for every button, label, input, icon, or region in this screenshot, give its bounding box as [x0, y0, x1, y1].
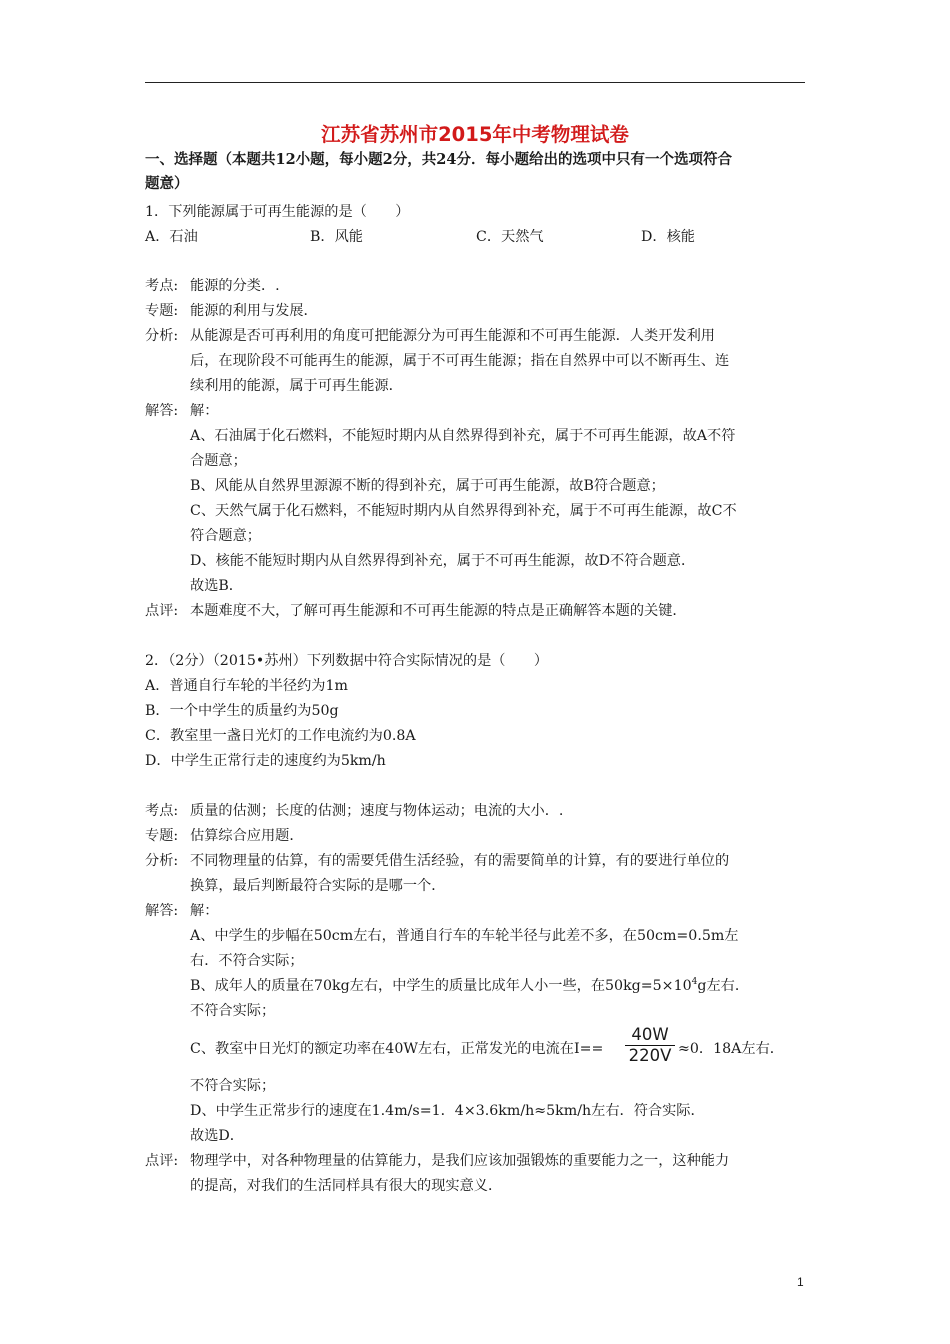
section-heading-line2: 题意）: [145, 175, 189, 192]
q1-jieda-line: B、风能从自然界里源源不断的得到补充，属于可再生能源，故B符合题意；: [190, 478, 665, 494]
q1-option-d: D．核能: [641, 229, 695, 245]
q2-option-d: D．中学生正常行走的速度约为5km/h: [145, 753, 386, 769]
q2-b-line1: [190, 976, 749, 996]
q1-answer: 故选B．: [190, 578, 243, 594]
q2-jieda-head: 解：: [190, 903, 219, 919]
q2-dianping-line: 的提高，对我们的生活同样具有很大的现实意义．: [190, 1178, 503, 1194]
page-title: 江苏省苏州市2015年中考物理试卷: [321, 123, 629, 146]
q2-c-fraction: [625, 1026, 675, 1065]
q2-dianping-line: 物理学中，对各种物理量的估算能力，是我们应该加强锻炼的重要能力之一，这种能力: [190, 1153, 730, 1169]
q2-stem: 2．（2分）（2015•苏州）下列数据中符合实际情况的是（ ）: [145, 653, 549, 669]
q1-zhuanti-label: 专题:: [145, 303, 179, 319]
q2-c-post: ≈0．18A左右．: [678, 1041, 784, 1057]
page-number: 1: [797, 1275, 804, 1289]
q2-b-exponent: 4: [691, 977, 698, 987]
q1-option-b: B．风能: [310, 229, 363, 245]
q2-b-line1-post: g左右．: [697, 978, 750, 994]
q1-dianping: 本题难度不大，了解可再生能源和不可再生能源的特点是正确解答本题的关键．: [190, 603, 687, 619]
section-heading-line1: 一、选择题（本题共12小题，每小题2分，共24分．每小题给出的选项中只有一个选项符合: [145, 151, 732, 168]
q1-option-c: C．天然气: [476, 229, 544, 245]
q1-jieda-head: 解：: [190, 403, 219, 419]
q1-jieda-line: 符合题意；: [190, 528, 261, 544]
q2-kaodian: 质量的估测；长度的估测；速度与物体运动；电流的大小．.: [190, 803, 564, 819]
q2-fenxi-line: 换算，最后判断最符合实际的是哪一个．: [190, 878, 446, 894]
q2-dianping-label: 点评:: [145, 1153, 179, 1169]
q1-jieda-line: D、核能不能短时期内从自然界得到补充，属于不可再生能源，故D不符合题意．: [190, 553, 696, 569]
q2-answer: 故选D．: [190, 1128, 244, 1144]
q2-kaodian-label: 考点:: [145, 803, 179, 819]
q1-jieda-label: 解答:: [145, 403, 179, 419]
q2-jieda-label: 解答:: [145, 903, 179, 919]
q1-stem: 1．下列能源属于可再生能源的是（ ）: [145, 204, 410, 220]
fraction-denominator: 220V: [628, 1046, 672, 1065]
fraction-numerator: 40W: [625, 1026, 675, 1046]
q2-b-line1-pre: B、成年人的质量在70kg左右，中学生的质量比成年人小一些，在50kg=5×10: [190, 978, 692, 994]
q1-kaodian-label: 考点:: [145, 278, 179, 294]
q2-option-c: C．教室里一盏日光灯的工作电流约为0.8A: [145, 728, 416, 744]
q2-option-a: A．普通自行车轮的半径约为1m: [145, 678, 348, 694]
q1-jieda-line: C、天然气属于化石燃料，不能短时期内从自然界得到补充，属于不可再生能源，故C不: [190, 503, 737, 519]
q2-c-line2: 不符合实际；: [190, 1078, 276, 1094]
q2-option-b: B．一个中学生的质量约为50g: [145, 703, 339, 719]
q2-zhuanti: 估算综合应用题．: [190, 828, 304, 844]
q1-fenxi-label: 分析:: [145, 328, 179, 344]
q2-zhuanti-label: 专题:: [145, 828, 179, 844]
q1-dianping-label: 点评:: [145, 603, 179, 619]
q1-zhuanti: 能源的利用与发展．: [190, 303, 318, 319]
q1-fenxi-line: 续利用的能源，属于可再生能源．: [190, 378, 403, 394]
header-rule: [145, 82, 805, 83]
q1-fenxi-line: 从能源是否可再利用的角度可把能源分为可再生能源和不可再生能源．人类开发利用: [190, 328, 715, 344]
q2-d-line: D、中学生正常步行的速度在1.4m/s=1．4×3.6km/h≈5km/h左右．符合实际．: [190, 1103, 705, 1119]
q2-a-line1: A、中学生的步幅在50cm左右，普通自行车的车轮半径与此差不多，在50cm=0.5m左: [190, 928, 739, 944]
q1-kaodian: 能源的分类．.: [190, 278, 280, 294]
q1-jieda-line: 合题意；: [190, 453, 247, 469]
q1-fenxi-line: 后，在现阶段不可能再生的能源，属于不可再生能源；指在自然界中可以不断再生、连: [190, 353, 730, 369]
q2-b-line2: 不符合实际；: [190, 1003, 276, 1019]
q2-a-line2: 右．不符合实际；: [190, 953, 304, 969]
q1-option-a: A．石油: [145, 229, 198, 245]
q1-jieda-line: A、石油属于化石燃料，不能短时期内从自然界得到补充，属于不可再生能源，故A不符: [190, 428, 736, 444]
q2-fenxi-label: 分析:: [145, 853, 179, 869]
q2-fenxi-line: 不同物理量的估算，有的需要凭借生活经验，有的需要简单的计算，有的要进行单位的: [190, 853, 730, 869]
q2-c-pre: C、教室中日光灯的额定功率在40W左右，正常发光的电流在I==: [190, 1041, 604, 1057]
